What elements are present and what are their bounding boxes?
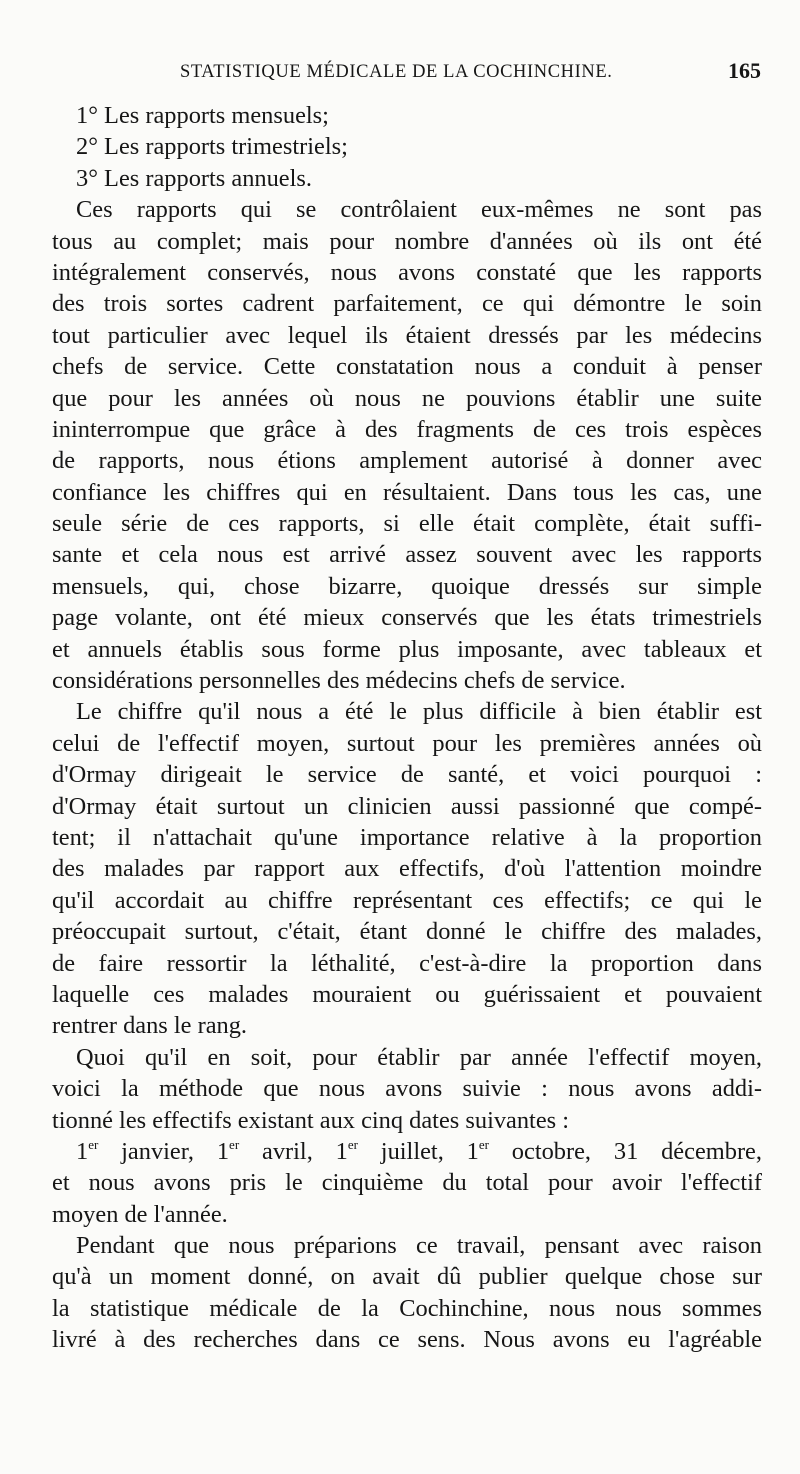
- running-title: STATISTIQUE MÉDICALE DE LA COCHINCHINE.: [180, 62, 613, 82]
- page-number: 165: [728, 58, 761, 83]
- text-line: et nous avons pris le cinquième du total pour avoir l'effectif: [52, 1169, 762, 1197]
- text-line: des malades par rapport aux effectifs, d'où l'attention moindre: [52, 855, 762, 883]
- text-line: tout particulier avec lequel ils étaient dressés par les médecins: [52, 321, 762, 349]
- text-line: la statistique médicale de la Cochinchine, nous nous sommes: [52, 1294, 762, 1322]
- text-line: Quoi qu'il en soit, pour établir par année l'effectif moyen,: [76, 1043, 762, 1071]
- text-line: considérations personnelles des médecins chefs de service.: [52, 667, 626, 695]
- text-line: livré à des recherches dans ce sens. Nous avons eu l'agréable: [52, 1326, 762, 1354]
- text-line: Le chiffre qu'il nous a été le plus difficile à bien établir est: [76, 698, 762, 726]
- text-line: 3° Les rapports annuels.: [76, 164, 312, 192]
- text-line: mensuels, qui, chose bizarre, quoique dressés sur simple: [52, 572, 762, 600]
- text-line: d'Ormay dirigeait le service de santé, et voici pourquoi :: [52, 761, 762, 789]
- text-line: tent; il n'attachait qu'une importance relative à la proportion: [52, 823, 762, 851]
- body-text: [52, 100, 762, 1356]
- text-line: Ces rapports qui se contrôlaient eux-mêmes ne sont pas: [76, 196, 762, 224]
- text-line: chefs de service. Cette constatation nous a conduit à penser: [52, 353, 762, 381]
- text-line: de faire ressortir la léthalité, c'est-à-dire la proportion dans: [52, 949, 762, 977]
- text-line: préoccupait surtout, c'était, étant donné le chiffre des malades,: [52, 918, 762, 946]
- text-line: de rapports, nous étions amplement autorisé à donner avec: [52, 447, 762, 475]
- text-line: tionné les effectifs existant aux cinq dates suivantes :: [52, 1106, 570, 1134]
- text-line: sante et cela nous est arrivé assez souvent avec les rapports: [52, 541, 762, 569]
- text-line: tous au complet; mais pour nombre d'années où ils ont été: [52, 227, 762, 255]
- text-line: 1° Les rapports mensuels;: [76, 102, 329, 129]
- text-line: des trois sortes cadrent parfaitement, ce qui démontre le soin: [52, 290, 762, 318]
- text-line: moyen de l'année.: [52, 1200, 228, 1228]
- text-line: que pour les années où nous ne pouvions établir une suite: [52, 384, 762, 412]
- text-line: et annuels établis sous forme plus imposante, avec tableaux et: [52, 635, 762, 663]
- text-line: laquelle ces malades mouraient ou guérissaient et pouvaient: [52, 980, 762, 1008]
- text-line: qu'à un moment donné, on avait dû publier quelque chose sur: [52, 1263, 762, 1291]
- text-line: Pendant que nous préparions ce travail, pensant avec raison: [76, 1232, 762, 1260]
- text-line: ininterrompue que grâce à des fragments de ces trois espèces: [52, 415, 762, 443]
- text-line: intégralement conservés, nous avons constaté que les rapports: [52, 258, 762, 286]
- text-line: qu'il accordait au chiffre représentant ces effectifs; ce qui le: [52, 886, 762, 914]
- text-line: celui de l'effectif moyen, surtout pour les premières années où: [52, 729, 762, 757]
- text-line: confiance les chiffres qui en résultaient. Dans tous les cas, une: [52, 478, 762, 506]
- text-line: rentrer dans le rang.: [52, 1012, 248, 1040]
- text-line: page volante, ont été mieux conservés que les états trimestriels: [52, 604, 762, 632]
- running-head: [0, 58, 800, 96]
- text-line: voici la méthode que nous avons suivie : nous avons addi-: [52, 1075, 762, 1103]
- text-line: seule série de ces rapports, si elle était complète, était suffi-: [52, 510, 762, 538]
- text-line: 1er janvier, 1er avril, 1er juillet, 1er octobre, 31 décembre,: [76, 1136, 762, 1165]
- text-line: d'Ormay était surtout un clinicien aussi passionné que compé-: [52, 792, 762, 820]
- text-line: 2° Les rapports trimestriels;: [76, 133, 348, 161]
